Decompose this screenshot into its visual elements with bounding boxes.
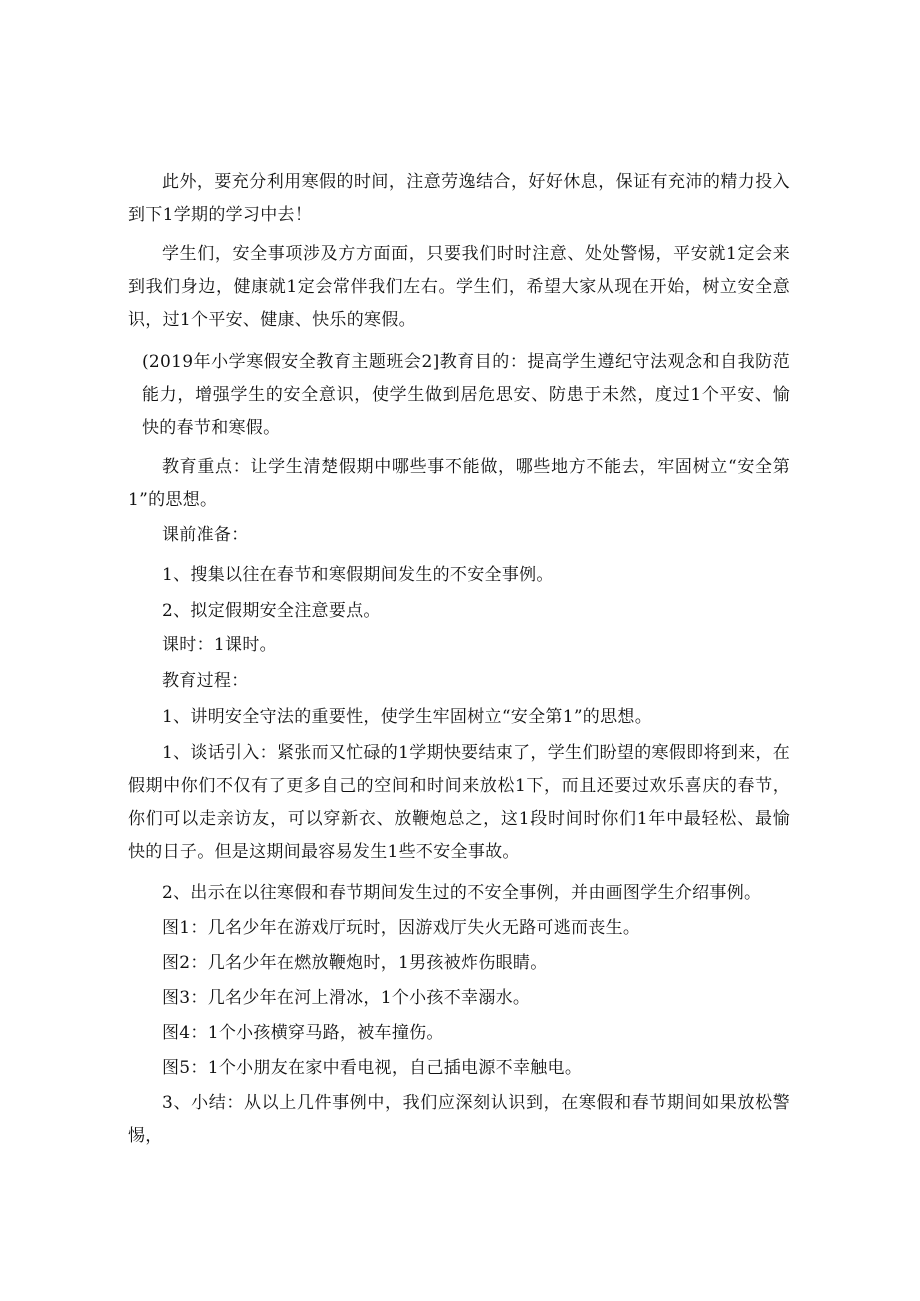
paragraph-preparation-heading: 课前准备： (162, 525, 249, 545)
paragraph-show-examples: 2、出示在以往寒假和春节期间发生过的不安全事例，并由画图学生介绍事例。 (162, 883, 762, 903)
paragraph-education-purpose: (2019年小学寒假安全教育主题班会2]教育目的：提高学生遵纪守法观念和自我防范能力，增强学生的安全意识，使学生做到居危思安、防患于未然，度过1个平安、愉快的春节和寒假。 (142, 352, 790, 438)
paragraph-summary: 3、小结：从以上几件事例中，我们应深刻认识到，在寒假和春节期间如果放松警惕， (128, 1093, 790, 1146)
paragraph-process-step-1: 1、讲明安全守法的重要性，使学生牢固树立“安全第1”的思想。 (162, 707, 653, 727)
paragraph-figure-2: 图2：几名少年在燃放鞭炮时，1男孩被炸伤眼睛。 (162, 953, 548, 973)
paragraph-class-hours: 课时：1课时。 (162, 635, 277, 655)
paragraph-figure-4: 图4：1个小孩横穿马路，被车撞伤。 (162, 1023, 444, 1043)
paragraph-rest-advice: 此外，要充分利用寒假的时间，注意劳逸结合，好好休息，保证有充沛的精力投入到下1学期的学习中去！ (128, 172, 790, 225)
paragraph-preparation-item-2: 2、拟定假期安全注意要点。 (162, 601, 381, 621)
paragraph-education-focus: 教育重点：让学生清楚假期中哪些事不能做，哪些地方不能去，牢固树立“安全第1”的思想。 (128, 457, 790, 510)
paragraph-process-heading: 教育过程： (162, 671, 249, 691)
paragraph-safety-everywhere: 学生们，安全事项涉及方方面面，只要我们时时注意、处处警惕，平安就1定会来到我们身边，健康就1定会常伴我们左右。学生们，希望大家从现在开始，树立安全意识，过1个平安、健康、快乐的寒假。 (128, 244, 790, 330)
paragraph-talk-introduction: 1、谈话引入：紧张而又忙碌的1学期快要结束了，学生们盼望的寒假即将到来，在假期中你们不仅有了更多自己的空间和时间来放松1下，而且还要过欢乐喜庆的春节，你们可以走亲访友，可以穿新衣、放鞭炮总之，这1段时间时你们1年中最轻松、最愉快的日子。但是这期间最容易发生1些不安全事故。 (128, 743, 790, 862)
paragraph-preparation-item-1: 1、搜集以往在春节和寒假期间发生的不安全事例。 (162, 565, 554, 585)
paragraph-figure-3: 图3：几名少年在河上滑冰，1个小孩不幸溺水。 (162, 988, 531, 1008)
paragraph-figure-5: 图5：1个小朋友在家中看电视，自己插电源不幸触电。 (162, 1058, 583, 1078)
paragraph-figure-1: 图1：几名少年在游戏厅玩时，因游戏厅失火无路可逃而丧生。 (162, 918, 641, 938)
